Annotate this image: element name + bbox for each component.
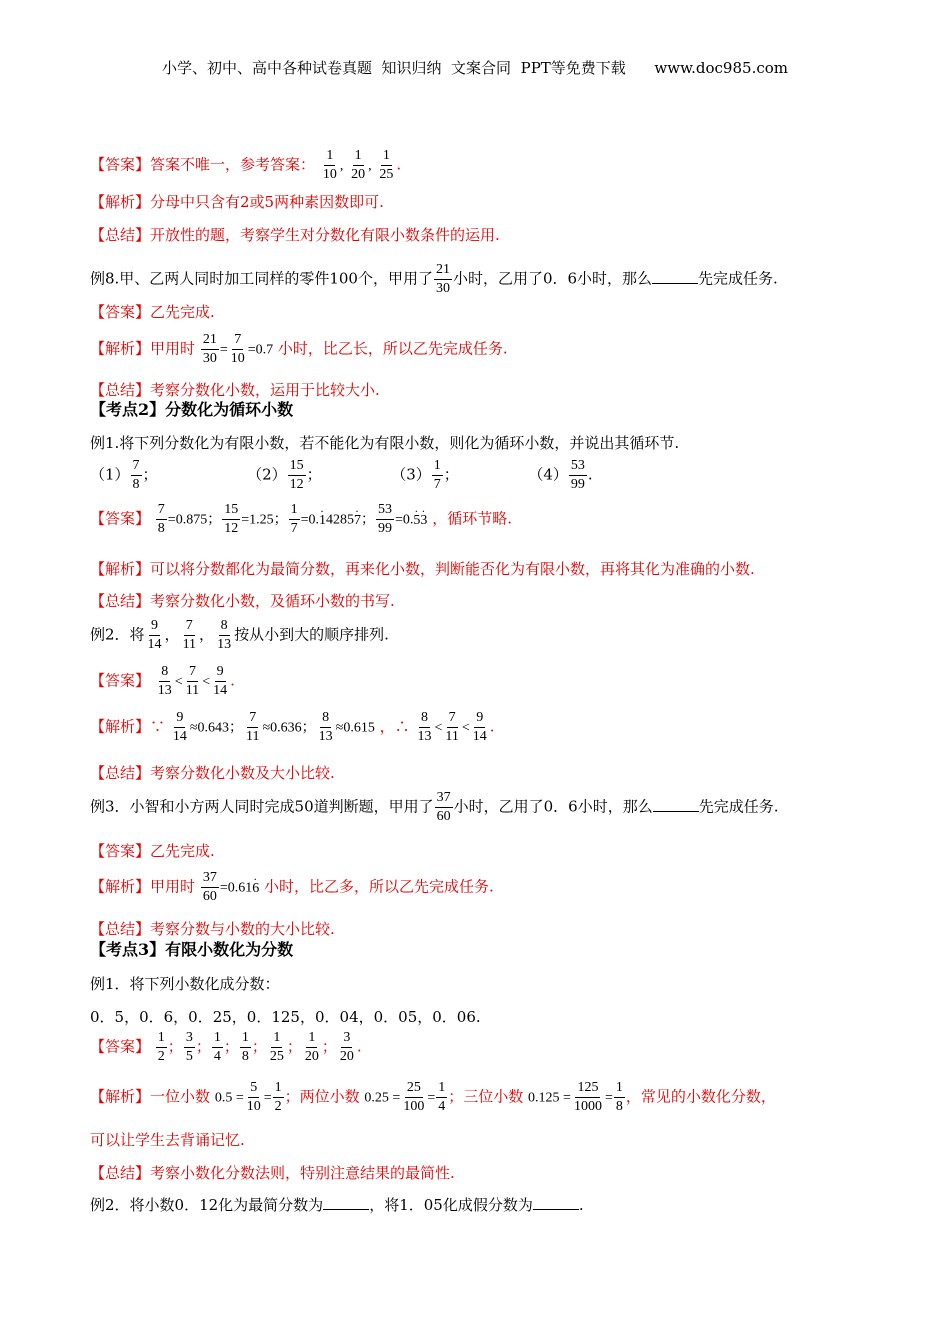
- answer-blank[interactable]: [533, 1195, 579, 1210]
- s1-answer-line: 【答案】答案不唯一，参考答案： $\frac{1}{10}$ , $\frac{1}{20}$ , $\frac{1}{25}$ .: [90, 148, 402, 182]
- fraction: $\frac{1}{10}$: [322, 148, 337, 182]
- kp3-ex2-question: 例2．将小数0．12化为最简分数为 ，将1．05化成假分数为 .: [90, 1196, 584, 1214]
- kp3-ex1-analysis-cont: 可以让学生去背诵记忆.: [90, 1131, 245, 1149]
- kp3-ex1-answer: 【答案】 $\frac{1}{2}$ ； $\frac{3}{5}$ ； $\frac{1}{4}$ ； $\frac{1}{8}$ ； $\frac{1}{25}$ ； $\frac{1}{20}$ ； $\frac{3}{20}$ .: [90, 1030, 362, 1064]
- answer-blank[interactable]: [323, 1195, 369, 1210]
- fraction: $\frac{1}{25}$: [379, 148, 394, 182]
- kp3-ex1-question: 例1．将下列小数化成分数：: [90, 975, 280, 993]
- example-8-question: 例8.甲、乙两人同时加工同样的零件100个，甲用了 $\frac{21}{30}$ 小时，乙用了0．6小时，那么 先完成任务.: [90, 262, 778, 296]
- s1-summary: 【总结】开放性的题，考察学生对分数化有限小数条件的运用.: [90, 226, 500, 244]
- kp2-ex1-summary: 【总结】考察分数化小数，及循环小数的书写.: [90, 592, 395, 610]
- ex8-answer: 【答案】乙先完成.: [90, 303, 215, 321]
- s1-analysis: 【解析】分母中只含有2或5两种素因数即可.: [90, 193, 384, 211]
- kp2-ex3-answer: 【答案】乙先完成.: [90, 842, 215, 860]
- ex8-analysis: 【解析】甲用时 $\frac{21}{30}$ = $\frac{7}{10}$ =0.7 小时，比乙长，所以乙先完成任务.: [90, 332, 508, 366]
- answer-blank[interactable]: [653, 797, 699, 812]
- kp2-ex3-analysis: 【解析】甲用时 $\frac{37}{60}$ =0.61· 6 小时，比乙多，所以乙先完成任务.: [90, 870, 494, 905]
- kp2-ex3-question: 例3．小智和小方两人同时完成50道判断题，甲用了 $\frac{37}{60}$ 小时，乙用了0．6小时，那么 先完成任务.: [90, 790, 779, 824]
- kp2-ex3-summary: 【总结】考察分数与小数的大小比较.: [90, 920, 335, 938]
- kp2-ex2-answer: 【答案】 $\frac{8}{13}$ < $\frac{7}{11}$ < $\frac{9}{14}$ .: [90, 664, 235, 698]
- fraction: $\frac{1}{20}$: [351, 148, 366, 182]
- kp3-ex1-summary: 【总结】考察小数化分数法则，特别注意结果的最简性.: [90, 1164, 455, 1182]
- kp2-ex1-question: 例1.将下列分数化为有限小数，若不能化为有限小数，则化为循环小数，并说出其循环节.: [90, 434, 680, 452]
- kp2-ex2-summary: 【总结】考察分数化小数及大小比较.: [90, 764, 335, 782]
- answer-tag: 【答案】: [90, 155, 151, 174]
- kp2-ex2-analysis: 【解析】∵ $\frac{9}{14}$ ≈0.643； $\frac{7}{11}$ ≈0.636； $\frac{8}{13}$ ≈0.615 ，∴ $\frac{8}{13}$ < $\frac{7}{11}$ < $\frac{9}{14}$ .: [90, 710, 495, 744]
- section-title-kp2: 【考点2】分数化为循环小数: [90, 400, 294, 419]
- kp3-ex1-decimals: 0．5，0．6，0．25，0．125，0．04，0．05，0．06.: [90, 1008, 481, 1026]
- ex8-summary: 【总结】考察分数化小数，运用于比较大小.: [90, 381, 380, 399]
- fraction: $\frac{21}{30}$: [435, 262, 450, 296]
- kp2-ex2-question: 例2．将 $\frac{9}{14}$ ， $\frac{7}{11}$ ， $\frac{8}{13}$ 按从小到大的顺序排列.: [90, 618, 389, 652]
- kp3-ex1-analysis: 【解析】一位小数 0.5 = $\frac{5}{10}$ = $\frac{1}{2}$ ；两位小数 0.25 = $\frac{25}{100}$ = $\frac{1}{4}$ ；三位小数 0.125 = $\frac{125}{1000}$ = $\frac{1}{8}$ ，常见的小数化分数，: [90, 1080, 776, 1114]
- section-title-kp3: 【考点3】有限小数化为分数: [90, 940, 294, 959]
- kp2-ex1-items: （1） $\frac{7}{8}$ ； （2） $\frac{15}{12}$ ； （3） $\frac{1}{7}$ ； （4） $\frac{53}{99}$ .: [90, 458, 593, 492]
- page-header: 小学、初中、高中各种试卷真题 知识归纳 文案合同 PPT等免费下载 www.doc985.com: [161, 59, 788, 77]
- answer-text: 答案不唯一，参考答案：: [150, 155, 316, 174]
- answer-blank[interactable]: [652, 269, 698, 284]
- kp2-ex1-analysis: 【解析】可以将分数都化为最简分数，再来化小数，判断能否化为有限小数，再将其化为准确的小数.: [90, 560, 755, 578]
- kp2-ex1-answer: 【答案】 $\frac{7}{8}$ =0.875； $\frac{15}{12}$ =1.25； $\frac{1}{7}$ =0.· 14285· 7； $\frac{53}{99}$ =0.· 5· 3 ，循环节略.: [90, 502, 512, 537]
